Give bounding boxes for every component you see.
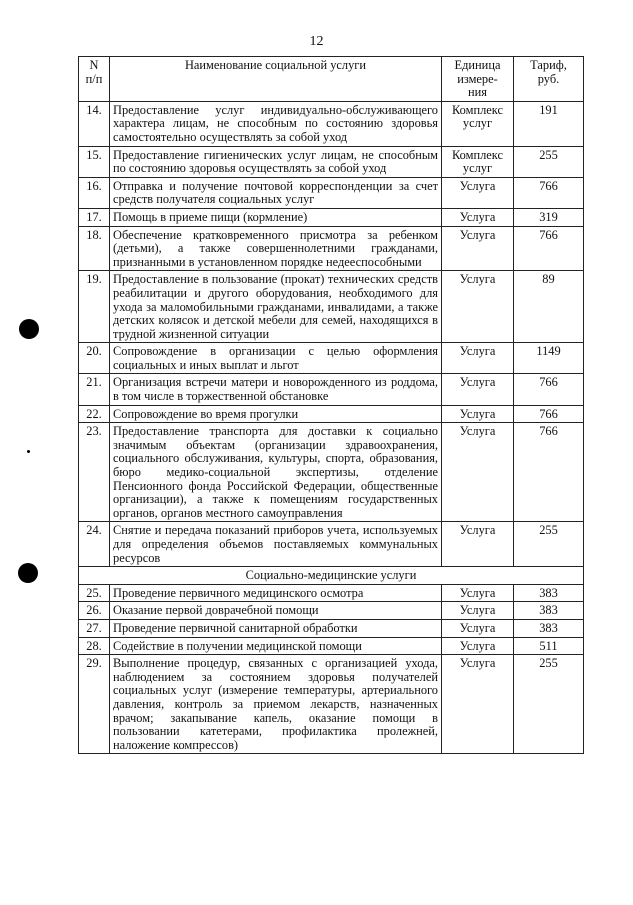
row-number: 15. xyxy=(79,146,110,177)
table-row xyxy=(79,343,584,374)
table-row xyxy=(79,619,584,637)
unit-of-measure: Услуга xyxy=(442,177,514,208)
tariff-value: 766 xyxy=(514,177,584,208)
tariffs-table xyxy=(78,56,584,754)
tariff-value: 255 xyxy=(514,655,584,754)
tariff-value: 766 xyxy=(514,405,584,423)
row-number: 19. xyxy=(79,271,110,343)
section-title: Социально-медицинские услуги xyxy=(79,567,584,585)
page-number: 12 xyxy=(309,34,324,49)
unit-of-measure: Услуга xyxy=(442,405,514,423)
row-number: 24. xyxy=(79,522,110,567)
service-name: Помощь в приеме пищи (кормление) xyxy=(110,208,442,226)
unit-of-measure: Услуга xyxy=(442,584,514,602)
row-number: 18. xyxy=(79,226,110,271)
service-name: Проведение первичного медицинского осмотра xyxy=(110,584,442,602)
tariff-value: 191 xyxy=(514,101,584,146)
row-number: 27. xyxy=(79,619,110,637)
row-number: 21. xyxy=(79,374,110,405)
service-name: Предоставление в пользование (прокат) технических средств реабилитации и другого оборудования, необходимого для ухода за маломобильными гражданами, инвалидами, а также детских колясок и детской мебели для семей, находящихся в трудной жизненной ситуации xyxy=(110,271,442,343)
service-name: Предоставление услуг индивидуально-обслуживающего характера лицам, не способным по состоянию здоровья самостоятельно осуществлять за собой уход xyxy=(110,101,442,146)
service-name: Проведение первичной санитарной обработки xyxy=(110,619,442,637)
row-number: 22. xyxy=(79,405,110,423)
service-name: Содействие в получении медицинской помощи xyxy=(110,637,442,655)
tariff-value: 766 xyxy=(514,226,584,271)
table-row xyxy=(79,208,584,226)
table-row xyxy=(79,177,584,208)
table-row xyxy=(79,226,584,271)
table-row xyxy=(79,405,584,423)
row-number: 23. xyxy=(79,423,110,522)
tariff-value: 255 xyxy=(514,522,584,567)
unit-of-measure: Услуга xyxy=(442,374,514,405)
unit-of-measure: Услуга xyxy=(442,637,514,655)
unit-of-measure: Услуга xyxy=(442,522,514,567)
unit-of-measure: Услуга xyxy=(442,423,514,522)
section-row xyxy=(79,567,584,585)
table-row xyxy=(79,584,584,602)
row-number: 26. xyxy=(79,602,110,620)
unit-of-measure: Услуга xyxy=(442,602,514,620)
row-number: 16. xyxy=(79,177,110,208)
service-name: Выполнение процедур, связанных с организацией ухода, наблюдением за состоянием здоровья получателей социальных услуг (измерение температуры, артериального давления, контроль за приемом лекарств, назначенных врачом; закапывание капель, оказание помощи в пользовании катетерами, профилактика пролежней, наложение компрессов) xyxy=(110,655,442,754)
unit-of-measure: Услуга xyxy=(442,208,514,226)
general-services-rows xyxy=(79,101,584,566)
unit-of-measure: Комплекс услуг xyxy=(442,101,514,146)
header-unit: Единица измере- ния xyxy=(442,57,514,102)
row-number: 14. xyxy=(79,101,110,146)
tariff-value: 511 xyxy=(514,637,584,655)
row-number: 29. xyxy=(79,655,110,754)
unit-of-measure: Комплекс услуг xyxy=(442,146,514,177)
binder-hole-top xyxy=(19,319,39,339)
tariff-value: 89 xyxy=(514,271,584,343)
table-row xyxy=(79,655,584,754)
tariff-value: 766 xyxy=(514,423,584,522)
table-row xyxy=(79,374,584,405)
tariff-value: 1149 xyxy=(514,343,584,374)
row-number: 25. xyxy=(79,584,110,602)
medical-services-rows xyxy=(79,584,584,754)
tariff-value: 383 xyxy=(514,619,584,637)
table-row xyxy=(79,146,584,177)
service-name: Предоставление транспорта для доставки к социально значимым объектам (организации здравоохранения, социального обслуживания, культуры, спорта, образования, бюро медико-социальной экспертизы, отделение Пенсионного фонда Российской Федерации, общественные организации), а также к помещениям государственных органов, органов местного самоуправления xyxy=(110,423,442,522)
table-row xyxy=(79,637,584,655)
tariff-value: 255 xyxy=(514,146,584,177)
service-name: Организация встречи матери и новорожденного из роддома, в том числе в торжественной обстановке xyxy=(110,374,442,405)
header-tariff: Тариф, руб. xyxy=(514,57,584,102)
service-name: Сопровождение во время прогулки xyxy=(110,405,442,423)
table-row xyxy=(79,101,584,146)
row-number: 28. xyxy=(79,637,110,655)
binder-hole-bottom xyxy=(18,563,38,583)
service-name: Сопровождение в организации с целью оформления социальных и иных выплат и льгот xyxy=(110,343,442,374)
table-header-row xyxy=(79,57,584,102)
table-row xyxy=(79,602,584,620)
row-number: 17. xyxy=(79,208,110,226)
table-row xyxy=(79,271,584,343)
tariff-value: 383 xyxy=(514,602,584,620)
service-name: Предоставление гигиенических услуг лицам, не способным по состоянию здоровья осуществлять за собой уход xyxy=(110,146,442,177)
tariff-value: 383 xyxy=(514,584,584,602)
tariff-value: 319 xyxy=(514,208,584,226)
unit-of-measure: Услуга xyxy=(442,226,514,271)
unit-of-measure: Услуга xyxy=(442,655,514,754)
service-name: Обеспечение кратковременного присмотра за ребенком (детьми), а также совершеннолетними гражданами, признанными в установленном порядке недееспособными xyxy=(110,226,442,271)
unit-of-measure: Услуга xyxy=(442,271,514,343)
service-name: Снятие и передача показаний приборов учета, используемых для определения объемов поставляемых коммунальных ресурсов xyxy=(110,522,442,567)
row-number: 20. xyxy=(79,343,110,374)
service-name: Оказание первой доврачебной помощи xyxy=(110,602,442,620)
table-row xyxy=(79,423,584,522)
header-num: N п/п xyxy=(79,57,110,102)
tariff-value: 766 xyxy=(514,374,584,405)
service-name: Отправка и получение почтовой корреспонденции за счет средств получателя социальных услуг xyxy=(110,177,442,208)
unit-of-measure: Услуга xyxy=(442,619,514,637)
table-row xyxy=(79,522,584,567)
header-name: Наименование социальной услуги xyxy=(110,57,442,102)
scan-speck xyxy=(27,450,30,453)
unit-of-measure: Услуга xyxy=(442,343,514,374)
